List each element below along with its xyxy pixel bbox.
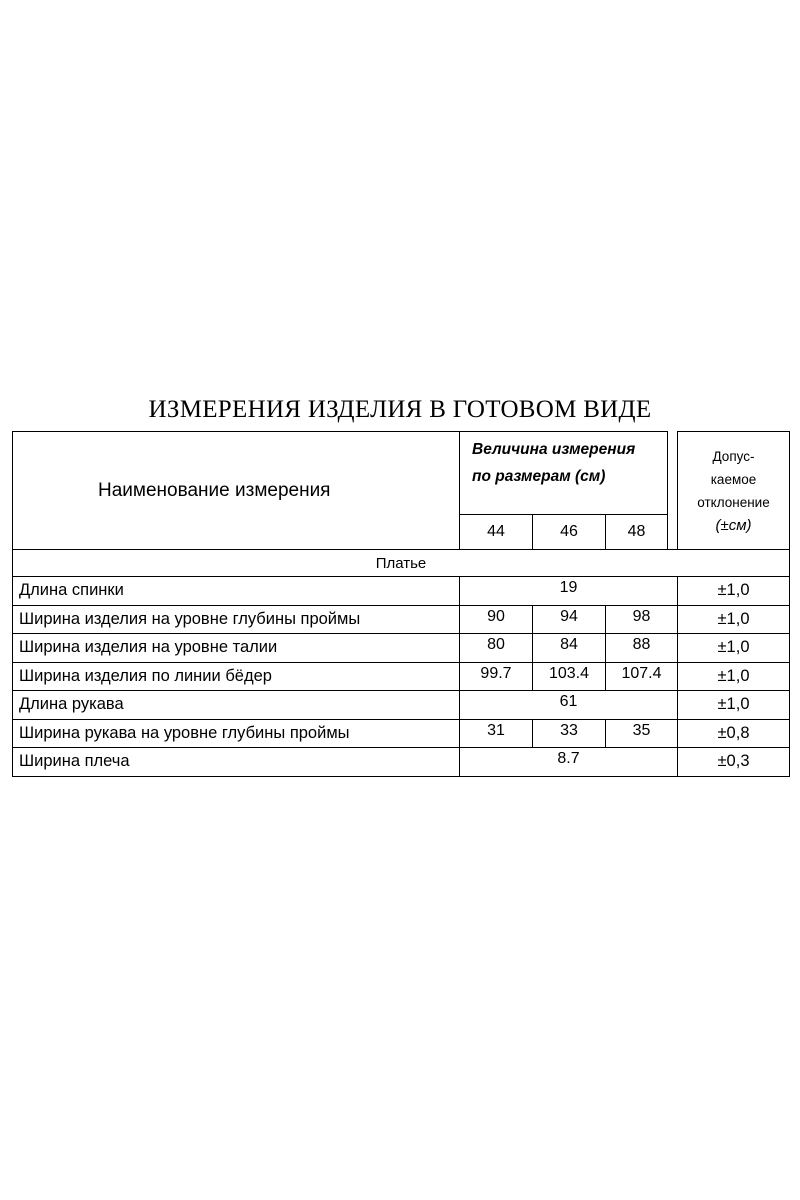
measure-name: Длина рукава [13, 691, 460, 720]
size-48: 48 [606, 515, 668, 550]
table-row [13, 662, 790, 691]
measure-name: Ширина рукава на уровне глубины проймы [13, 719, 460, 748]
measure-value-44: 80 [460, 634, 533, 663]
tolerance-value: ±1,0 [678, 691, 790, 720]
measure-value-48: 88 [606, 634, 678, 663]
measure-value-46: 103.4 [533, 662, 606, 691]
size-46: 46 [533, 515, 606, 550]
measure-value: 61 [460, 691, 678, 720]
measure-value-48: 107.4 [606, 662, 678, 691]
table-row [13, 719, 790, 748]
table-row [13, 691, 790, 720]
table-row [13, 605, 790, 634]
tolerance-value: ±1,0 [678, 634, 790, 663]
tolerance-value: ±0,3 [678, 748, 790, 777]
tolerance-value: ±1,0 [678, 662, 790, 691]
tolerance-value: ±1,0 [678, 577, 790, 606]
measure-value-48: 98 [606, 605, 678, 634]
measure-name: Длина спинки [13, 577, 460, 606]
page-title: ИЗМЕРЕНИЯ ИЗДЕЛИЯ В ГОТОВОМ ВИДЕ [148, 396, 652, 423]
measure-name: Ширина изделия на уровне талии [13, 634, 460, 663]
measure-value: 19 [460, 577, 678, 606]
header-tol-line4: (±см) [715, 516, 752, 534]
header-sizes [460, 432, 668, 515]
measure-name: Ширина изделия на уровне глубины проймы [13, 605, 460, 634]
table-row [13, 634, 790, 663]
section-title: Платье [13, 550, 790, 577]
header-tolerance [678, 432, 790, 550]
measure-value-48: 35 [606, 719, 678, 748]
measure-value-46: 84 [533, 634, 606, 663]
header-name-column: Наименование измерения [13, 432, 460, 550]
header-tol-line1: Допус- [712, 448, 755, 464]
measure-name: Ширина изделия по линии бёдер [13, 662, 460, 691]
table-row [13, 577, 790, 606]
header-sizes-line2: по размерам (см) [472, 468, 606, 485]
tolerance-value: ±1,0 [678, 605, 790, 634]
measure-value-44: 99.7 [460, 662, 533, 691]
header-sizes-line1: Величина измерения [472, 441, 636, 458]
measurements-table [12, 431, 790, 777]
measure-name: Ширина плеча [13, 748, 460, 777]
table-row [13, 748, 790, 777]
measure-value: 8.7 [460, 748, 678, 777]
header-tol-line3: отклонение [697, 494, 770, 510]
size-44: 44 [460, 515, 533, 550]
measure-value-46: 94 [533, 605, 606, 634]
measure-value-44: 90 [460, 605, 533, 634]
header-tol-line2: каемое [710, 471, 757, 487]
measure-value-44: 31 [460, 719, 533, 748]
measure-value-46: 33 [533, 719, 606, 748]
tolerance-value: ±0,8 [678, 719, 790, 748]
